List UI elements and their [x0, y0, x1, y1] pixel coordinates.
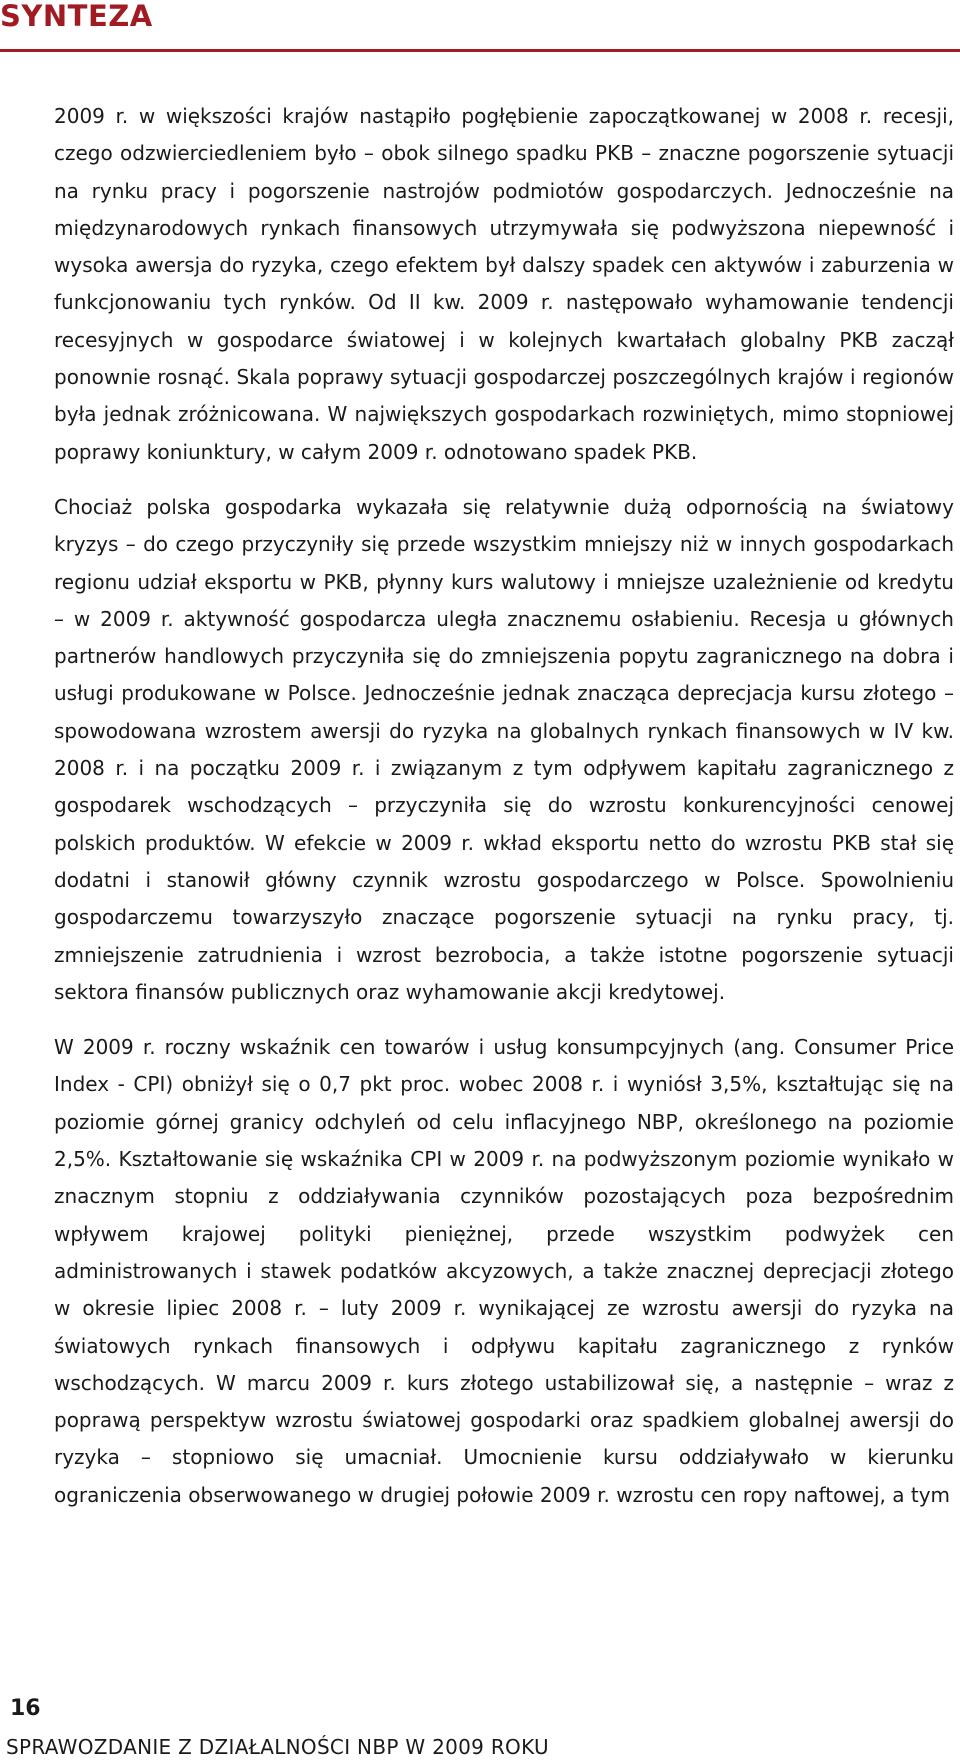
paragraph-3: W 2009 r. roczny wskaźnik cen towarów i usług konsumpcyjnych (ang. Consumer Price Index - CPI) obniżył się o 0,7 pkt proc. wobec 2008 r. i wyniósł 3,5%, kształtując się na poziomie górnej granicy odchyleń od celu inflacyjnego NBP, określonego na poziomie 2,5%. Kształtowanie się wskaźnika CPI w 2009 r. na podwyższonym poziomie wynikało w znacznym stopniu z oddziaływania czynników pozostających poza bezpośrednim wpływem krajowej polityki pieniężnej, przede wszystkim podwyżek cen administrowanych i stawek podatków akcyzowych, a także znacznej deprecjacji złotego w okresie lipiec 2008 r. – luty 2009 r. wynikającej ze wzrostu awersji do ryzyka na światowych rynkach finansowych i odpływu kapitału zagranicznego z rynków wschodzących. W marcu 2009 r. kurs złotego ustabilizował się, a następnie – wraz z poprawą perspektyw wzrostu światowej gospodarki oraz spadkiem globalnej awersji do ryzyka – stopniowo się umacniał. Umocnienie kursu oddziaływało w kierunku ograniczenia obserwowanego w drugiej połowie 2009 r. wzrostu cen ropy naftowej, a tym	[54, 1035, 954, 1507]
page-number: 16	[10, 1696, 41, 1721]
paragraph-2: Chociaż polska gospodarka wykazała się relatywnie dużą odpornością na światowy kryzys – do czego przyczyniły się przede wszystkim mniejszy niż w innych gospodarkach regionu udział eksportu w PKB, płynny kurs walutowy i mniejsze uzależnienie od kredytu – w 2009 r. aktywność gospodarcza uległa znacznemu osłabieniu. Recesja u głównych partnerów handlowych przyczyniła się do zmniejszenia popytu zagranicznego na dobra i usługi produkowane w Polsce. Jednocześnie jednak znacząca deprecjacja kursu złotego – spowodowana wzrostem awersji do ryzyka na globalnych rynkach finansowych w IV kw. 2008 r. i na początku 2009 r. i związanym z tym odpływem kapitału zagranicznego z gospodarek wschodzących – przyczyniła się do wzrostu konkurencyjności cenowej polskich produktów. W efekcie w 2009 r. wkład eksportu netto do wzrostu PKB stał się dodatni i stanowił główny czynnik wzrostu gospodarczego w Polsce. Spowolnieniu gospodarczemu towarzyszyło znaczące pogorszenie sytuacji na rynku pracy, tj. zmniejszenie zatrudnienia i wzrost bezrobocia, a także istotne pogorszenie sytuacji sektora finansów publicznych oraz wyhamowanie akcji kredytowej.	[54, 494, 954, 1004]
footer-publication-title: SPRAWOZDANIE Z DZIAŁALNOŚCI NBP W 2009 ROKU	[6, 1735, 549, 1759]
document-body	[54, 98, 954, 1514]
header-divider	[0, 49, 960, 52]
paragraph-1: 2009 r. w większości krajów nastąpiło pogłębienie zapoczątkowanej w 2008 r. recesji, czego odzwierciedleniem było – obok silnego spadku PKB – znaczne pogorszenie sytuacji na rynku pracy i pogorszenie nastrojów podmiotów gospodarczych. Jednocześnie na międzynarodowych rynkach finansowych utrzymywała się podwyższona niepewność i wysoka awersja do ryzyka, czego efektem był dalszy spadek cen aktywów i zaburzenia w funkcjonowaniu tych rynków. Od II kw. 2009 r. następowało wyhamowanie tendencji recesyjnych w gospodarce światowej i w kolejnych kwartałach globalny PKB zaczął ponownie rosnąć. Skala poprawy sytuacji gospodarczej poszczególnych krajów i regionów była jednak zróżnicowana. W największych gospodarkach rozwiniętych, mimo stopniowej poprawy koniunktury, w całym 2009 r. odnotowano spadek PKB.	[54, 104, 954, 464]
section-title: SYNTEZA	[0, 0, 153, 33]
